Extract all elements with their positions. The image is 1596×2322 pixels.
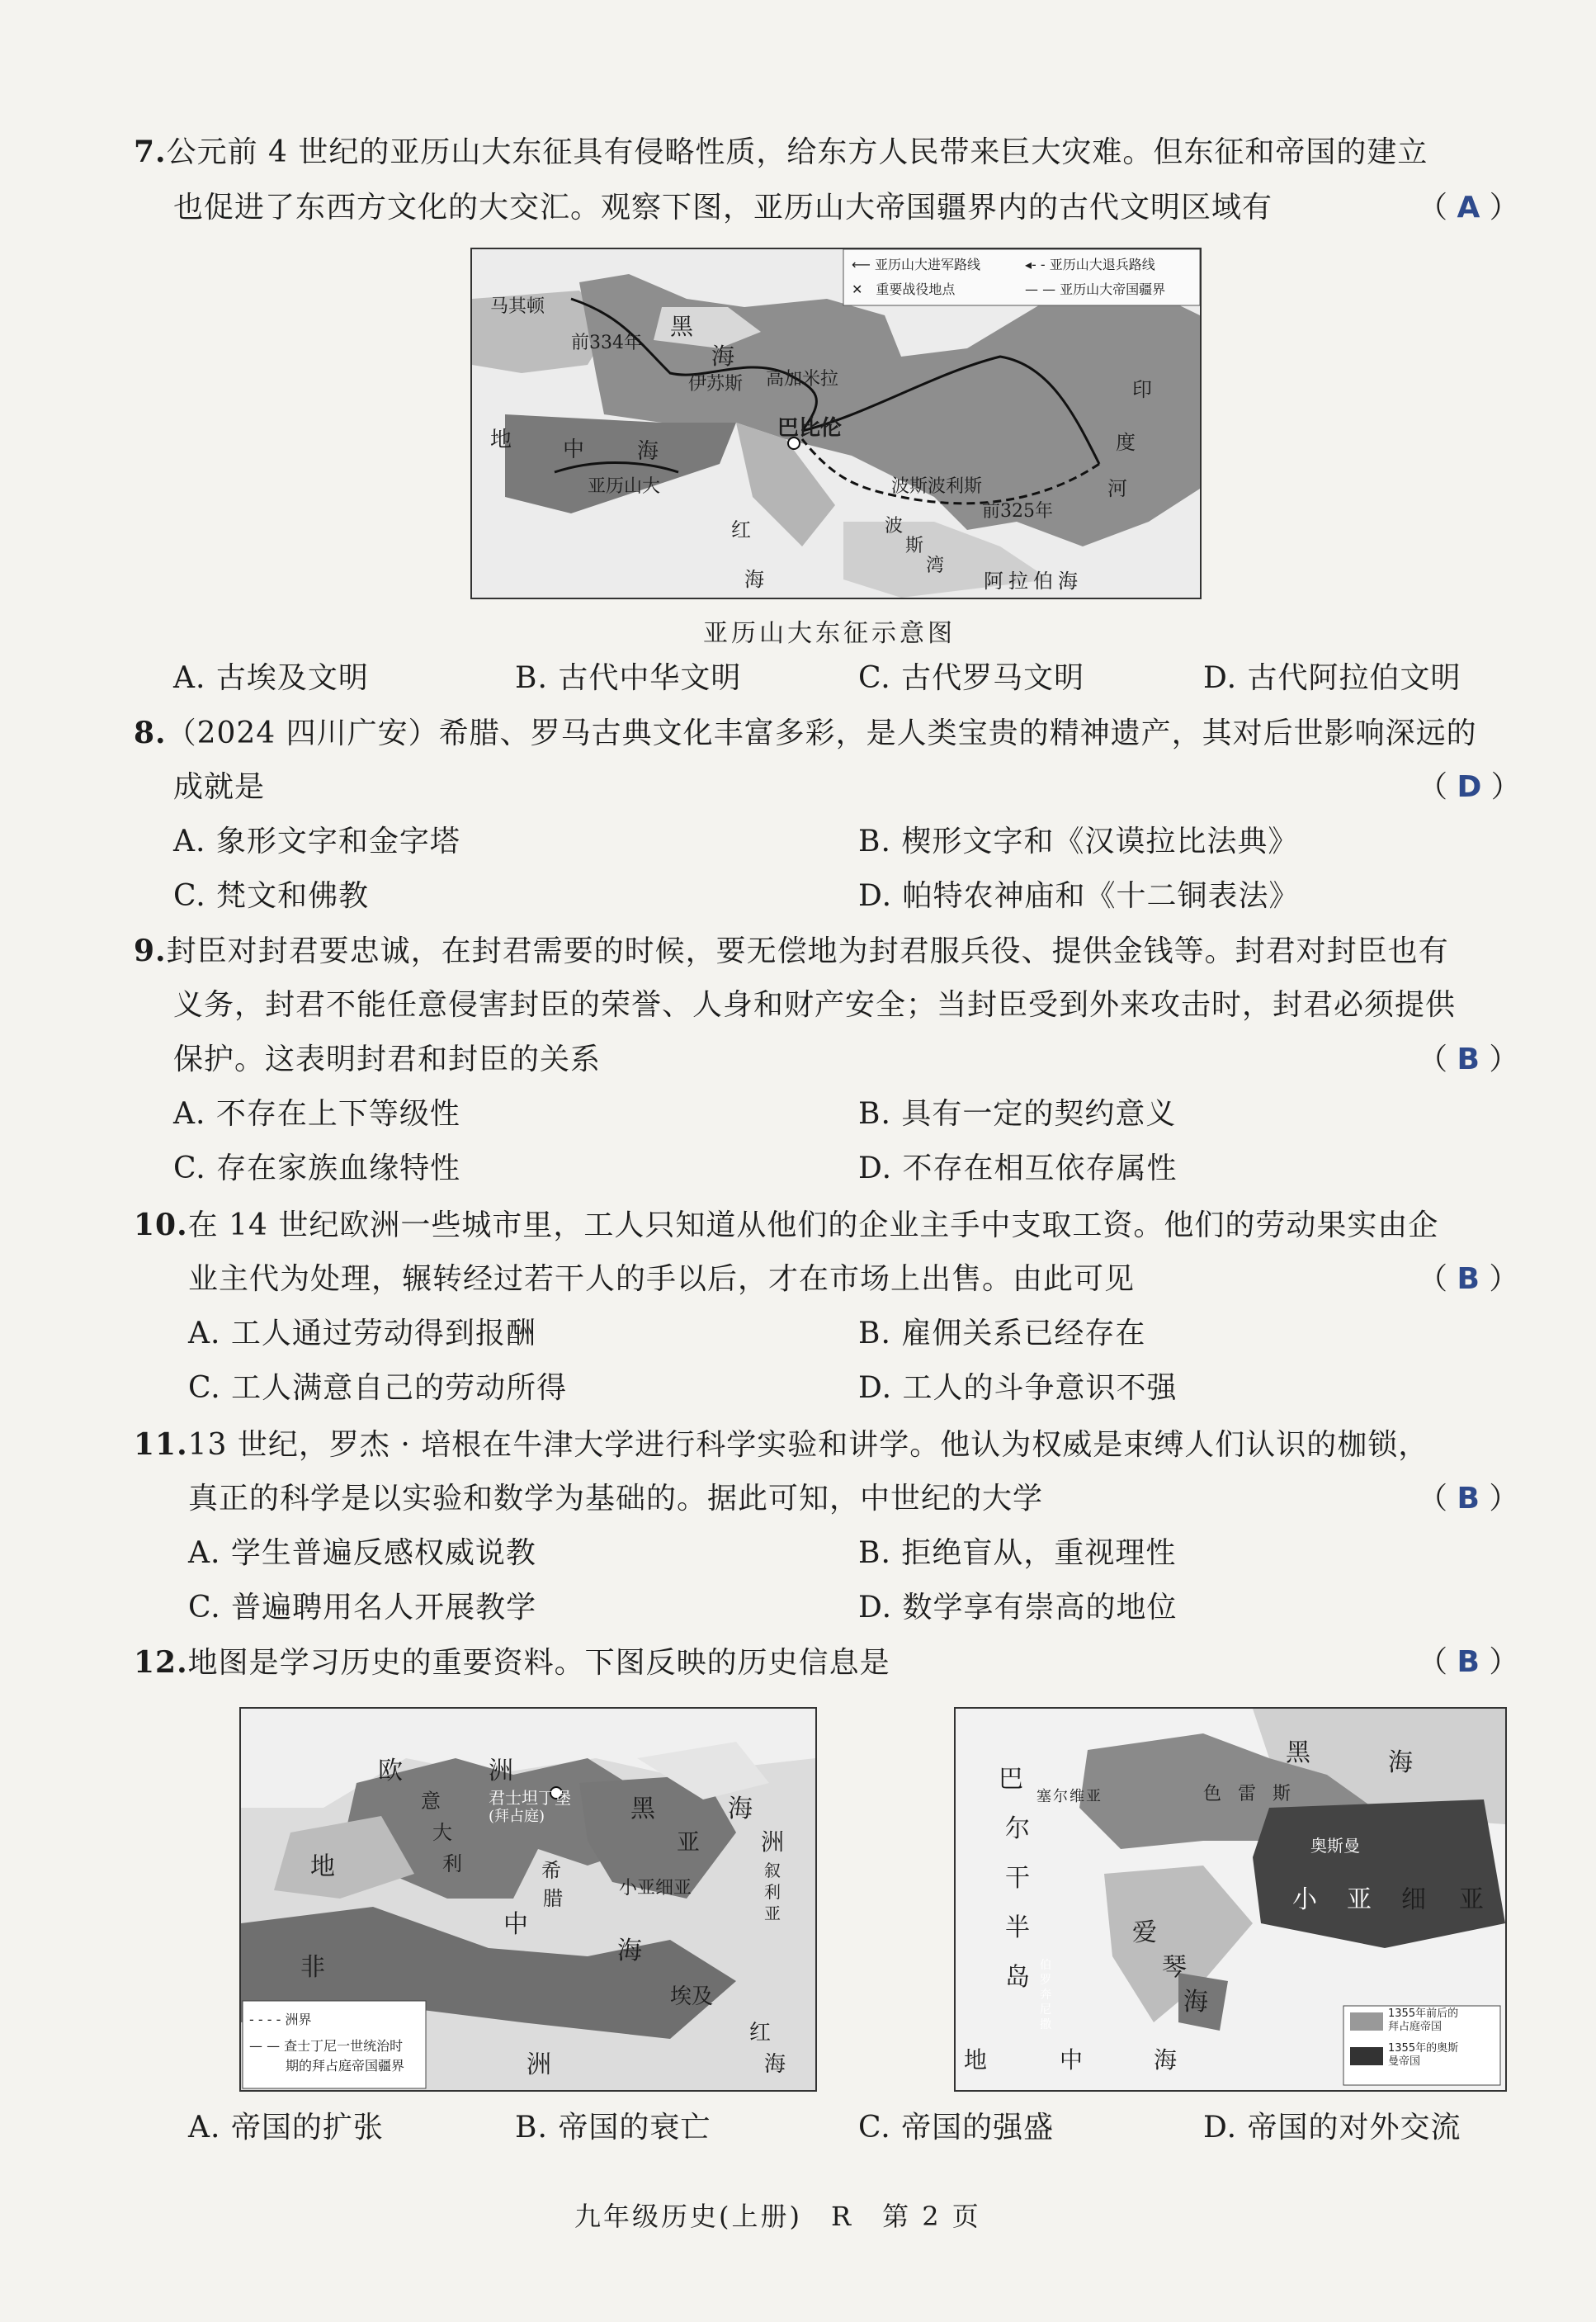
- label-sai: 塞: [1036, 1788, 1051, 1805]
- q8-option-d: D. 帕特农神庙和《十二铜表法》: [858, 879, 1300, 913]
- q12-answer: （ B ）: [1418, 1645, 1519, 1679]
- label-fei: 非: [300, 1953, 325, 1982]
- label-zhong2: 中: [503, 1910, 528, 1939]
- q7-line1: 7.公元前 4 世纪的亚历山大东征具有侵略性质，给东方人民带来巨大灾难。但东征和帝国的建立: [134, 135, 1428, 169]
- label-wei: 维: [1070, 1788, 1084, 1805]
- label-325bc: 前325年: [982, 501, 1053, 522]
- label-byzantium: (拜占庭): [489, 1808, 545, 1825]
- legend-border: — — 亚历山大帝国疆界: [1025, 281, 1166, 297]
- q7-line2: 也促进了东西方文化的大交汇。观察下图，亚历山大帝国疆界内的古代文明区域有: [173, 191, 1273, 225]
- label-xi2: 细: [1401, 1885, 1426, 1914]
- q9-option-d: D. 不存在相互依存属性: [858, 1152, 1178, 1185]
- label-er: 尔: [1005, 1814, 1030, 1843]
- label-hai3: 海: [764, 2052, 786, 2077]
- label-di3: 地: [964, 2046, 988, 2074]
- alexander-map: [470, 248, 1202, 599]
- label-ya2: 亚: [764, 1903, 781, 1923]
- q9-line2: 义务，封君不能任意侵害封臣的荣誉、人身和财产安全；当封臣受到外来攻击时，封君必须提供: [173, 988, 1457, 1022]
- label-zhou-africa: 洲: [526, 2050, 551, 2079]
- q9-option-c: C. 存在家族血缘特性: [173, 1152, 461, 1185]
- q8-option-a: A. 象形文字和金字塔: [173, 825, 460, 858]
- label-thrace: 色雷斯: [1203, 1784, 1308, 1804]
- legend-ottoman-1355: 1355年的奥斯 曼帝国: [1388, 2042, 1459, 2068]
- q7-option-d: D. 古代阿拉伯文明: [1203, 661, 1461, 695]
- label-alexandria: 亚历山大: [588, 476, 661, 497]
- label-ya5: 亚: [1459, 1885, 1484, 1914]
- byzantine-justinian-map: [239, 1707, 817, 2092]
- label-constantinople: 君士坦丁堡: [489, 1788, 571, 1808]
- legend-battle: ✕ 重要战役地点: [852, 281, 956, 297]
- label-ban: 半: [1005, 1913, 1030, 1942]
- label-persepolis: 波斯波利斯: [891, 476, 983, 497]
- label-egypt: 埃及: [670, 1984, 714, 2009]
- q7-map-caption: 亚历山大东征示意图: [703, 619, 956, 648]
- label-zhong: 中: [563, 437, 585, 462]
- label-ni: 尼: [1040, 2003, 1051, 2017]
- q11-line1: 11.13 世纪，罗杰 · 培根在牛津大学进行科学实验和讲学。他认为权威是束缚人们认识的枷锁，: [134, 1427, 1429, 1462]
- label-red-sea: 海: [744, 568, 764, 591]
- q12-option-a: A. 帝国的扩张: [188, 2111, 384, 2145]
- label-he: 河: [1107, 477, 1127, 500]
- q7-option-c: C. 古代罗马文明: [858, 661, 1085, 695]
- label-ya4: 亚: [1347, 1885, 1372, 1914]
- label-ou: 欧: [378, 1757, 403, 1785]
- legend-retreat: ◂- - 亚历山大退兵路线: [1025, 257, 1155, 272]
- legend-continent-border: - - - - 洲界: [249, 2012, 312, 2027]
- label-bo2: 伯: [1040, 1959, 1051, 1972]
- label-bo: 波: [885, 516, 904, 537]
- label-ottoman: 奥斯曼: [1310, 1836, 1360, 1856]
- label-luo: 罗: [1040, 1974, 1051, 1987]
- label-li2: 利: [764, 1882, 781, 1902]
- label-red: 红: [731, 518, 751, 541]
- q11-line2: 真正的科学是以实验和数学为基础的。据此可知，中世纪的大学: [188, 1482, 1044, 1516]
- q10-answer: （ B ）: [1418, 1262, 1519, 1296]
- q9-answer: （ B ）: [1418, 1043, 1519, 1076]
- page-footer: 九年级历史(上册) R 第 2 页: [574, 2201, 981, 2232]
- label-si: 斯: [905, 536, 924, 556]
- label-ben: 奔: [1040, 1989, 1051, 2002]
- label-black: 黑: [670, 313, 694, 340]
- label-zhou-asia: 洲: [761, 1828, 785, 1856]
- label-er2: 尔: [1053, 1788, 1068, 1805]
- label-hai-black: 海: [728, 1795, 753, 1823]
- q7-option-b: B. 古代中华文明: [515, 661, 742, 695]
- label-babylon: 巴比伦: [777, 416, 843, 441]
- label-arabian-sea: 阿拉伯海: [984, 570, 1083, 593]
- label-di: 地: [490, 428, 512, 452]
- label-qin: 琴: [1162, 1953, 1187, 1982]
- label-hai5: 海: [1183, 1988, 1208, 2017]
- byzantine-justinian-svg: [241, 1709, 815, 2090]
- q12-option-b: B. 帝国的衰亡: [515, 2111, 711, 2145]
- legend-justinian-2: 期的拜占庭帝国疆界: [286, 2058, 405, 2074]
- label-hei: 黑: [630, 1795, 655, 1823]
- q10-line2: 业主代为处理，辗转经过若干人的手以后，才在市场上出售。由此可见: [188, 1262, 1136, 1296]
- label-hai4: 海: [1388, 1748, 1413, 1777]
- label-hai: 海: [637, 439, 659, 464]
- label-zhong3: 中: [1060, 2046, 1084, 2074]
- label-sea1: 海: [711, 343, 735, 370]
- label-zhou: 洲: [489, 1757, 513, 1785]
- legend-byzantine-1355: 1355年前后的 拜占庭帝国: [1388, 2008, 1459, 2033]
- q11-option-a: A. 学生普遍反感权威说教: [188, 1536, 536, 1570]
- q10-option-a: A. 工人通过劳动得到报酬: [188, 1317, 536, 1350]
- q8-line1: 8.（2024 四川广安）希腊、罗马古典文化丰富多彩，是人类宝贵的精神遗产，其对后世影响深远的: [134, 716, 1477, 750]
- q8-option-b: B. 楔形文字和《汉谟拉比法典》: [858, 825, 1299, 858]
- q9-line1: 9.封臣对封君要忠诚，在封君需要的时候，要无偿地为封君服兵役、提供金钱等。封君对封臣也有: [134, 934, 1449, 968]
- q12-line1: 12.地图是学习历史的重要资料。下图反映的历史信息是: [134, 1645, 890, 1680]
- label-di2: 地: [310, 1852, 335, 1881]
- q11-option-c: C. 普遍聘用名人开展教学: [188, 1591, 537, 1624]
- label-dao: 岛: [1005, 1963, 1030, 1992]
- q10-line1: 10.在 14 世纪欧洲一些城市里，工人只知道从他们的企业主手中支取工资。他们的劳动果实由企: [134, 1208, 1439, 1242]
- q8-answer: （ D ）: [1418, 770, 1521, 804]
- q7-option-a: A. 古埃及文明: [173, 661, 369, 695]
- q8-line2: 成就是: [173, 770, 266, 804]
- legend-advance: ⟵ 亚历山大进军路线: [852, 257, 981, 272]
- label-macedon: 马其顿: [490, 296, 545, 317]
- q8-option-c: C. 梵文和佛教: [173, 879, 370, 913]
- label-ai: 爱: [1132, 1918, 1157, 1947]
- q11-option-b: B. 拒绝盲从，重视理性: [858, 1536, 1177, 1570]
- label-gan: 干: [1005, 1864, 1030, 1893]
- q12-option-d: D. 帝国的对外交流: [1203, 2111, 1461, 2145]
- q10-option-d: D. 工人的斗争意识不强: [858, 1371, 1178, 1405]
- label-xu: 叙: [764, 1861, 781, 1880]
- label-ba: 巴: [999, 1765, 1023, 1794]
- q12-option-c: C. 帝国的强盛: [858, 2111, 1055, 2145]
- label-du: 度: [1116, 431, 1136, 454]
- label-sa: 撒: [1040, 2018, 1051, 2031]
- label-ya3: 亚: [1086, 1788, 1101, 1805]
- label-da: 大: [432, 1821, 452, 1844]
- label-hai2: 海: [617, 1937, 642, 1965]
- label-xi: 希: [541, 1859, 561, 1882]
- byzantine-1355-map: [954, 1707, 1507, 2092]
- q9-option-b: B. 具有一定的契约意义: [858, 1097, 1177, 1131]
- label-issus: 伊苏斯: [688, 374, 744, 395]
- label-asia-minor: 小亚细亚: [619, 1878, 692, 1899]
- q9-line3: 保护。这表明封君和封臣的关系: [173, 1043, 602, 1076]
- label-xiao: 小: [1292, 1885, 1317, 1914]
- q10-option-c: C. 工人满意自己的劳动所得: [188, 1371, 568, 1405]
- q9-option-a: A. 不存在上下等级性: [173, 1097, 460, 1131]
- label-ya: 亚: [677, 1828, 701, 1856]
- label-hei2: 黑: [1286, 1738, 1310, 1767]
- q11-answer: （ B ）: [1418, 1482, 1519, 1516]
- legend-justinian-1: — — 查士丁尼一世统治时: [249, 2038, 404, 2054]
- label-334bc: 前334年: [571, 333, 642, 353]
- label-yin: 印: [1132, 378, 1152, 401]
- label-yi: 意: [421, 1790, 441, 1813]
- label-gaugamela: 高加米拉: [766, 369, 839, 390]
- label-hong: 红: [749, 2021, 772, 2045]
- label-li: 利: [442, 1852, 462, 1875]
- q10-option-b: B. 雇佣关系已经存在: [858, 1317, 1146, 1350]
- q11-option-d: D. 数学享有崇高的地位: [858, 1591, 1178, 1624]
- q7-answer: （ A ）: [1418, 191, 1519, 225]
- label-la: 腊: [543, 1887, 563, 1910]
- label-hai6: 海: [1154, 2046, 1178, 2074]
- label-wan: 湾: [926, 556, 945, 576]
